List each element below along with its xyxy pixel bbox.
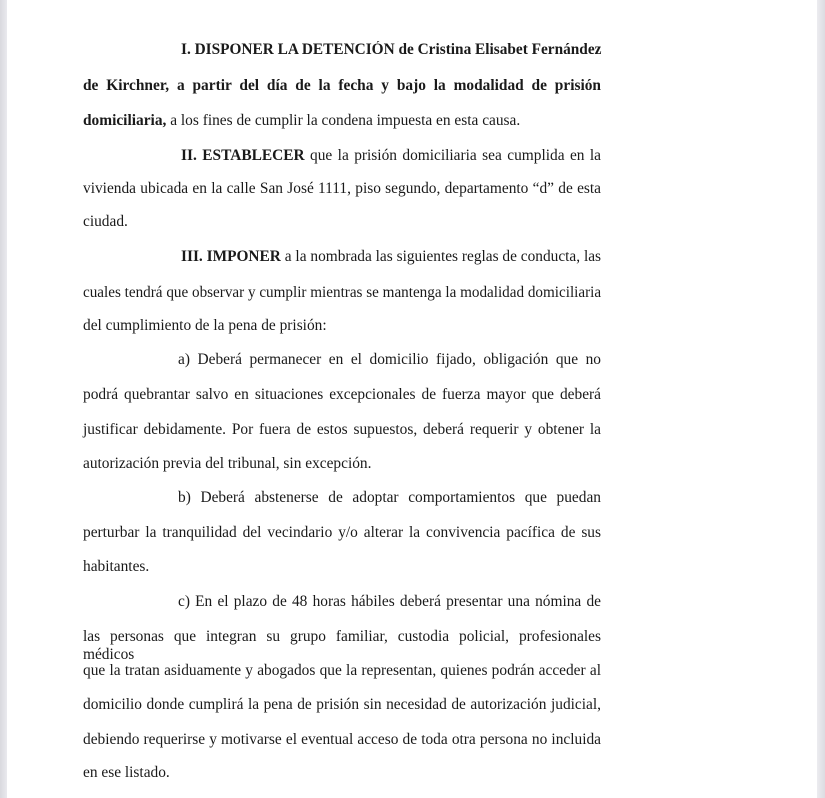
section-iii-line-3 [83,317,601,335]
rule-a-line-4-text: autorización previa del tribunal, sin excepción. [83,455,372,472]
section-ii-line-1 [181,147,601,165]
section-ii-heading: II. ESTABLECER [181,147,305,164]
section-ii-line-1-text: que la prisión domiciliaria sea cumplida en la [304,147,602,164]
section-i-line-1 [181,41,601,59]
rule-c-line-1 [178,593,601,611]
rule-b-line-3-text: habitantes. [83,558,150,575]
section-i-line-2 [83,77,601,95]
rule-c-line-3-text: que la tratan asiduamente y abogados que la representan, quienes podrán acceder al [83,662,601,679]
rule-c-line-2 [83,628,601,664]
rule-b-line-2 [83,524,601,542]
section-i-heading: I. DISPONER LA DETENCIÓN de Cristina Elisabet Fernández [181,41,602,58]
section-iii-heading: III. IMPONER [181,248,281,265]
rule-c-line-4 [83,696,601,714]
rule-b-line-2-text: perturbar la tranquilidad del vecindario y/o alterar la convivencia pacífica de sus [83,524,601,541]
section-iii-line-1 [181,248,601,266]
rule-b-line-3 [83,558,601,576]
section-i-line-3 [83,112,601,130]
rule-b-line-1-text: b) Deberá abstenerse de adoptar comportamientos que puedan [178,489,601,506]
section-iii-line-2 [83,284,601,302]
rule-c-line-3 [83,662,601,680]
section-i-line-3-bold: domiciliaria, [83,112,167,129]
rule-c-line-1-text: c) En el plazo de 48 horas hábiles deberá presentar una nómina de [178,593,601,610]
rule-c-line-5 [83,731,601,749]
section-iii-line-3-text: del cumplimiento de la pena de prisión: [83,317,327,334]
rule-a-line-2-text: podrá quebrantar salvo en situaciones excepcionales de fuerza mayor que deberá [83,386,601,403]
rule-a-line-3-text: justificar debidamente. Por fuera de estos supuestos, deberá requerir y obtener la [83,421,601,438]
rule-a-line-4 [83,455,601,473]
rule-c-line-4-text: domicilio donde cumplirá la pena de prisión sin necesidad de autorización judicial, [83,696,601,713]
rule-c-line-6 [83,764,601,782]
section-ii-line-2-text: vivienda ubicada en la calle San José 1111, piso segundo, departamento “d” de esta [83,180,601,197]
section-ii-line-3-text: ciudad. [83,213,128,230]
rule-c-line-6-text: en ese listado. [83,764,170,781]
section-iii-line-1-text: a la nombrada las siguientes reglas de conducta, las [280,248,602,265]
rule-b-line-1 [178,489,601,507]
rule-a-line-2 [83,386,601,404]
rule-c-line-5-text: debiendo requerirse y motivarse el eventual acceso de toda otra persona no incluida [83,731,601,748]
rule-a-line-1-text: a) Deberá permanecer en el domicilio fijado, obligación que no [178,351,601,368]
section-i-line-3-text: a los fines de cumplir la condena impuesta en esta causa. [166,112,521,129]
section-iii-line-2-text: cuales tendrá que observar y cumplir mientras se mantenga la modalidad domiciliaria [83,284,602,301]
section-i-line-2-bold: de Kirchner, a partir del día de la fecha y bajo la modalidad de prisión [83,77,601,94]
rule-a-line-1 [178,351,601,369]
rule-a-line-3 [83,421,601,439]
section-ii-line-2 [83,180,601,198]
rule-c-line-2-text: las personas que integran su grupo familiar, custodia policial, profesionales médicos [83,628,601,663]
section-ii-line-3 [83,213,601,231]
